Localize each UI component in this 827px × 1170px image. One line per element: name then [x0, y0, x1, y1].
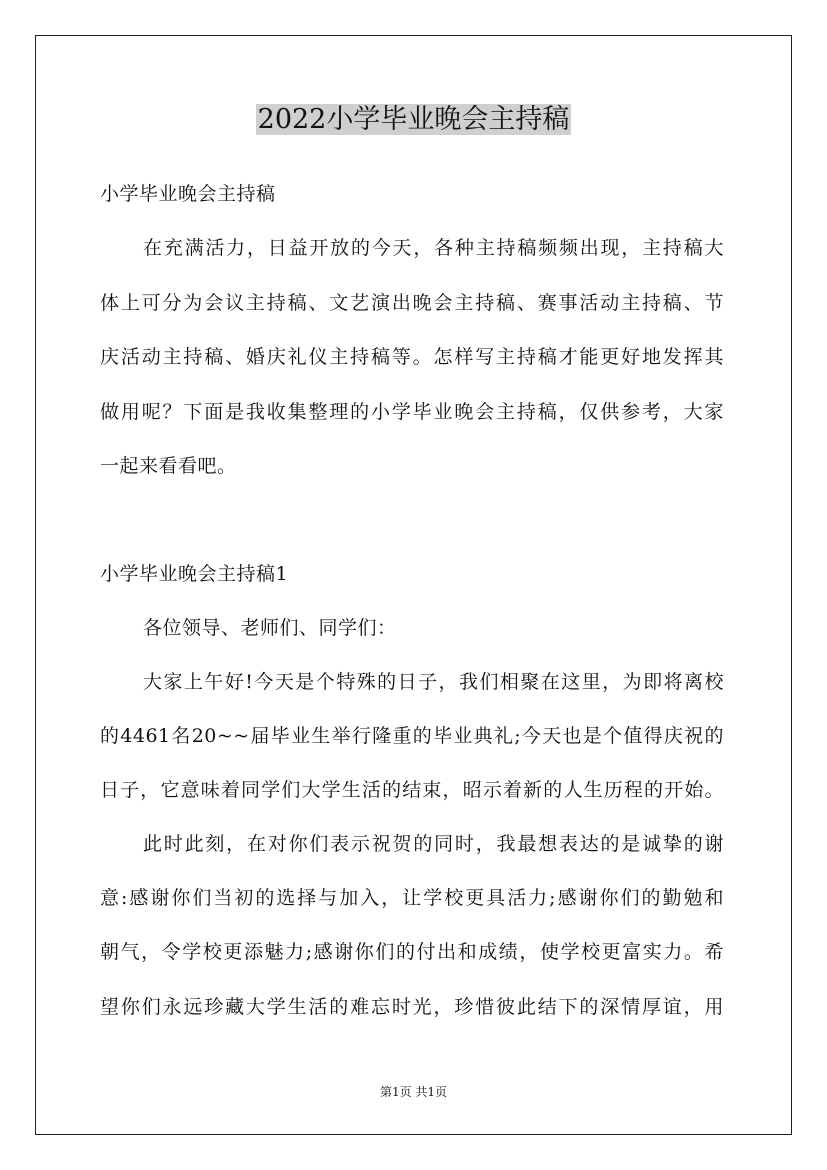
intro-line: 做用呢？下面是我收集整理的小学毕业晚会主持稿，仅供参考，大家 — [100, 401, 724, 423]
greeting-line: 各位领导、老师们、同学们： — [143, 617, 397, 639]
body-line: 意:感谢你们当初的选择与加入，让学校更具活力;感谢你们的勤勉和 — [100, 887, 724, 909]
intro-line: 一起来看看吧。 — [100, 455, 237, 477]
intro-line: 庆活动主持稿、婚庆礼仪主持稿等。怎样写主持稿才能更好地发挥其 — [100, 346, 724, 368]
document-title — [0, 100, 827, 140]
body-line: 此时此刻，在对你们表示祝贺的同时，我最想表达的是诚挚的谢 — [143, 833, 724, 855]
body-line: 望你们永远珍藏大学生活的难忘时光，珍惜彼此结下的深情厚谊，用 — [100, 996, 724, 1018]
intro-line: 体上可分为会议主持稿、文艺演出晚会主持稿、赛事活动主持稿、节 — [100, 292, 724, 314]
body-line: 日子，它意味着同学们大学生活的结束，昭示着新的人生历程的开始。 — [100, 779, 724, 801]
intro-line: 在充满活力，日益开放的今天，各种主持稿频频出现，主持稿大 — [143, 237, 724, 259]
document-title-text: 2022小学毕业晚会主持稿 — [257, 104, 570, 135]
body-line: 朝气，令学校更添魅力;感谢你们的付出和成绩，使学校更富实力。希 — [100, 941, 724, 963]
page-footer: 第1页 共1页 — [379, 1085, 448, 1099]
body-line: 大家上午好!今天是个特殊的日子，我们相聚在这里，为即将离校 — [143, 671, 724, 693]
section-heading-1: 小学毕业晚会主持稿1 — [100, 563, 289, 585]
section-heading-intro: 小学毕业晚会主持稿 — [100, 183, 276, 205]
body-line: 的4461名20~~届毕业生举行隆重的毕业典礼;今天也是个值得庆祝的 — [100, 725, 724, 747]
